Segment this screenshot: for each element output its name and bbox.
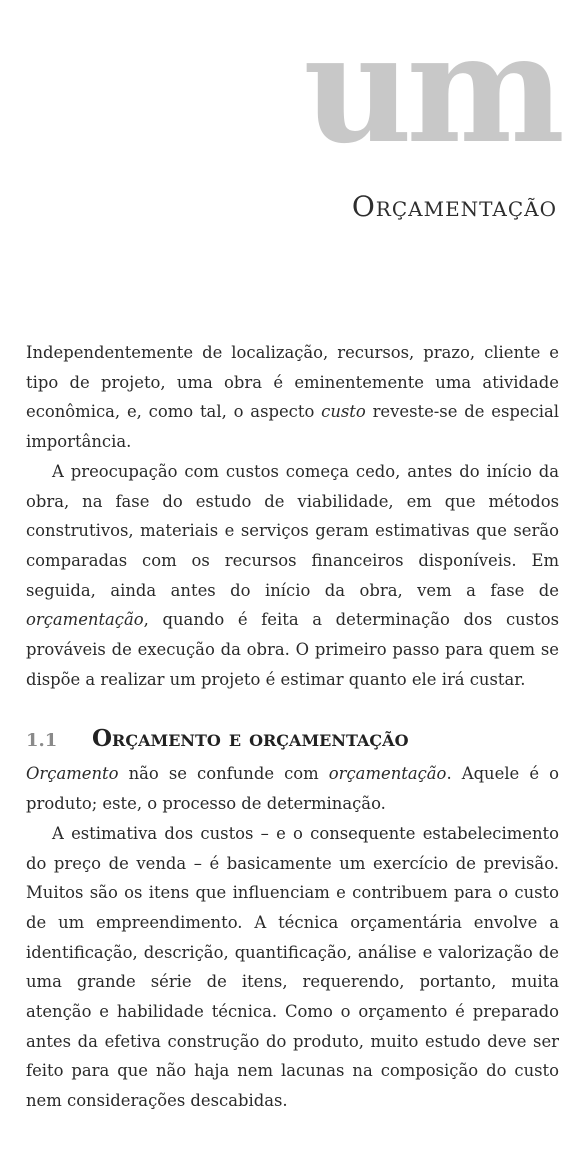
- emphasis: orçamentação: [328, 764, 447, 784]
- chapter-number: um: [303, 1, 559, 177]
- text-run: . Aquele é o produto; este, o processo de determinação.: [26, 764, 559, 814]
- section-title: Orçamento e orçamentação: [92, 725, 409, 753]
- paragraph: A estimativa dos custos – e o consequente estabelecimento do preço de venda – é basicamente um exercício de previsão. Muitos são os itens que influenciam e contribuem para o custo de um empreendimento. A técnica orçamentária envolve a identificação, descrição, quantificação, análise e valorização de uma grande série de itens, requerendo, portanto, muita atenção e habilidade técnica. Como o orçamento é preparado antes da efetiva construção do produto, muito estudo deve ser feito para que não haja nem lacunas na composição do custo nem considerações descabidas.: [26, 823, 559, 1111]
- text-run: A preocupação com custos começa cedo, antes do início da obra, na fase do estudo de viabilidade, em que métodos construtivos, materiais e serviços geram estimativas que serão comparadas com os recursos financeiros disponíveis. Em seguida, ainda antes do início da obra, vem a fase de: [26, 461, 559, 600]
- body-text: [26, 338, 559, 1116]
- paragraph: [26, 338, 559, 457]
- text-run: não se confunde com: [118, 764, 329, 784]
- paragraph: [26, 759, 559, 818]
- chapter-title: Orçamentação: [351, 190, 557, 223]
- text-run: reveste-se de especial importância.: [26, 402, 560, 452]
- text-run: Independentemente de localização, recursos, prazo, cliente e tipo de projeto, uma obra é eminentemente uma atividade econômica, e, como tal, o aspecto: [26, 343, 559, 422]
- emphasis: Orçamento: [26, 764, 119, 784]
- section-heading: [26, 721, 559, 759]
- emphasis: orçamentação: [26, 610, 144, 630]
- section-number: 1.1: [26, 730, 58, 752]
- emphasis: custo: [321, 402, 366, 422]
- text-run: , quando é feita a determinação dos custos prováveis de execução da obra. O primeiro passo para quem se dispõe a realizar um projeto é estimar quanto ele irá custar.: [26, 610, 559, 689]
- paragraph: [26, 457, 559, 695]
